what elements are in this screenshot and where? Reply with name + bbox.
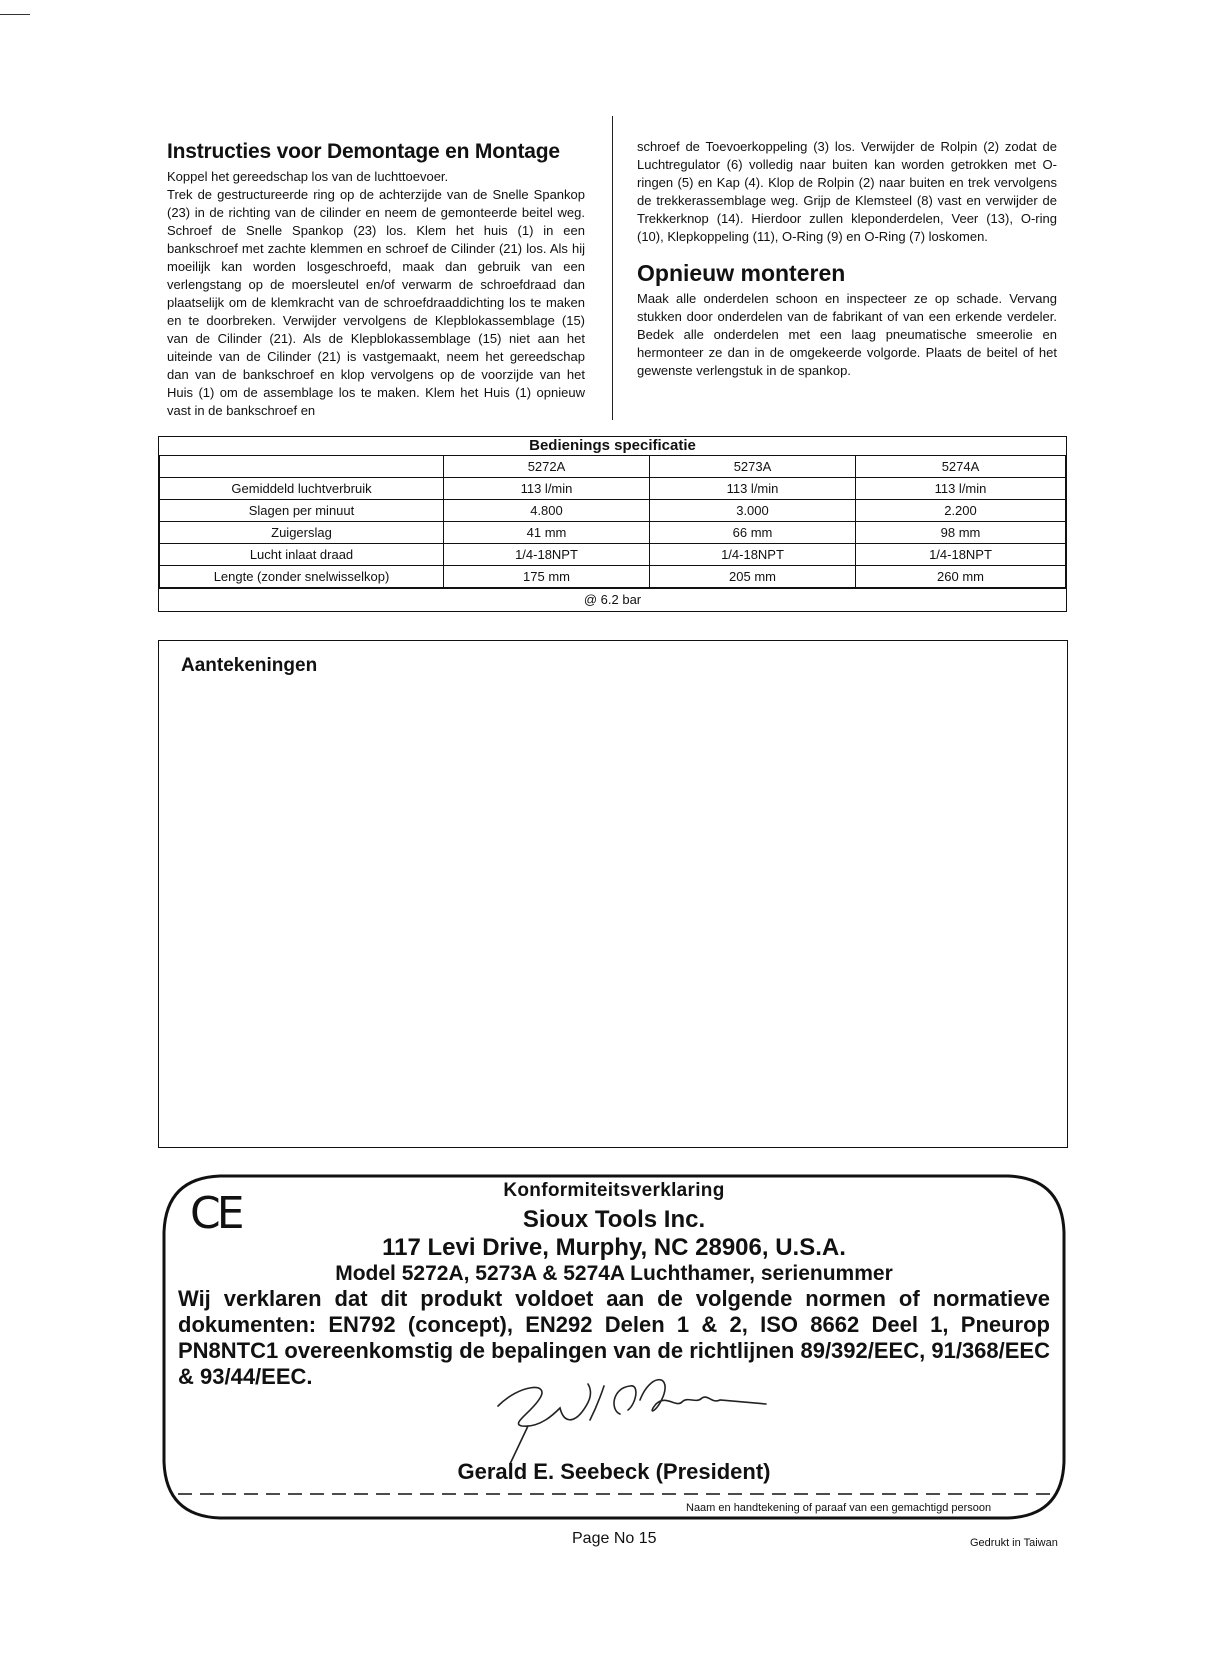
spec-value: 113 l/min	[856, 478, 1066, 500]
model-header: 5274A	[856, 456, 1066, 478]
spec-value: 41 mm	[444, 522, 650, 544]
reassembly-heading: Opnieuw monteren	[637, 260, 846, 286]
spec-row	[160, 478, 1066, 500]
disassembly-paragraph-2: Trek de gestructureerde ring op de achterzijde van de Snelle Spankop (23) in de richting van de cilinder en neem de gemonteerde beitel weg. Schroef de Snelle Spankop (23) los. Klem het huis (1) in een bankschroef met zachte klemmen en schroef de Cilinder (21) los. Als hij moeilijk kan worden losgeschroefd, maak dan gebruik van een verlengstang op de moersleutel en/of verwarm de schroefdraad dan plaatselijk om de klemkracht van de schroefdraaddichting los te maken en te doorbreken. Verwijder vervolgens de Klepblokassemblage (15) van de Cilinder (21). Als de Klepblokassemblage (15) niet aan het uiteinde van de Cilinder (21) is vastgemaakt, neem het gereedschap dan van de bankschroef en klop vervolgens op de voorzijde van het Huis (1) om de assemblage los te maken. Klem het Huis (1) opnieuw vast in de bankschroef en	[167, 187, 585, 418]
spec-value: 1/4-18NPT	[650, 544, 856, 566]
declaration-statement: Wij verklaren dat dit produkt voldoet aan de volgende normen of normatieve dokumenten: EN792 (concept), EN292 Delen 1 & 2, ISO 8662 Deel 1, Pneurop PN8NTC1 overeenkomstig de bepalingen van de richtlijnen 89/392/EEC, 91/368/EEC & 93/44/EEC.	[178, 1286, 1050, 1389]
spec-header-blank	[160, 456, 444, 478]
column-divider	[612, 116, 613, 420]
disassembly-heading: Instructies voor Demontage en Montage	[167, 140, 560, 163]
spec-value: 113 l/min	[650, 478, 856, 500]
spec-value: 205 mm	[650, 566, 856, 588]
notes-box	[158, 640, 1068, 1148]
spec-label: Slagen per minuut	[160, 500, 444, 522]
spec-row	[160, 544, 1066, 566]
model-header: 5273A	[650, 456, 856, 478]
spec-table-title: Bedienings specificatie	[529, 437, 696, 454]
model-line: Model 5272A, 5273A & 5274A Luchthamer, serienummer	[335, 1262, 893, 1285]
reassembly-paragraph: Maak alle onderdelen schoon en inspecteer ze op schade. Vervang stukken door onderdelen van de fabrikant of van een erkende verdeler. Bedek alle onderdelen met een laag pneumatische smeerolie en hermonteer ze dan in de omgekeerde volgorde. Plaats de beitel of het gewenste verlengstuk in de spankop.	[637, 291, 1057, 378]
spec-value: 1/4-18NPT	[444, 544, 650, 566]
spec-value: 260 mm	[856, 566, 1066, 588]
model-header: 5272A	[444, 456, 650, 478]
spec-row	[160, 566, 1066, 588]
spec-value: 175 mm	[444, 566, 650, 588]
signer-name: Gerald E. Seebeck (President)	[457, 1459, 771, 1484]
disassembly-continued: schroef de Toevoerkoppeling (3) los. Verwijder de Rolpin (2) zodat de Luchtregulator (6) volledig naar buiten kan worden getrokken met O-ringen (5) en Kap (4). Klop de Rolpin (2) naar buiten en trek vervolgens de trekkerassemblage weg. Grijp de Klemsteel (8) vast en verwijder de Trekkerknop (14). Hierdoor zullen kleponderdelen, Veer (13), O-ring (10), Klepkoppeling (11), O-Ring (9) en O-Ring (7) loskomen.	[637, 139, 1057, 244]
right-column	[637, 138, 1057, 380]
ce-mark: CE	[190, 1188, 241, 1239]
spec-value: 66 mm	[650, 522, 856, 544]
disassembly-paragraph-1: Koppel het gereedschap los van de luchttoevoer.	[167, 169, 449, 184]
conformity-declaration	[160, 1172, 1068, 1522]
spec-value: 113 l/min	[444, 478, 650, 500]
spec-value: 1/4-18NPT	[856, 544, 1066, 566]
page-number: Page No 15	[572, 1530, 657, 1547]
spec-value: 2.200	[856, 500, 1066, 522]
spec-header-row	[160, 456, 1066, 478]
corner-mark	[0, 14, 30, 15]
spec-label: Gemiddeld luchtverbruik	[160, 478, 444, 500]
left-column	[167, 138, 585, 420]
spec-value: 3.000	[650, 500, 856, 522]
company-address: 117 Levi Drive, Murphy, NC 28906, U.S.A.	[382, 1234, 846, 1261]
spec-value: 98 mm	[856, 522, 1066, 544]
spec-label: Zuigerslag	[160, 522, 444, 544]
spec-table	[158, 436, 1067, 612]
spec-row	[160, 500, 1066, 522]
spec-row	[160, 522, 1066, 544]
declaration-title: Konformiteitsverklaring	[503, 1180, 725, 1201]
spec-value: 4.800	[444, 500, 650, 522]
spec-label: Lucht inlaat draad	[160, 544, 444, 566]
printed-in: Gedrukt in Taiwan	[970, 1537, 1058, 1549]
notes-title: Aantekeningen	[181, 655, 318, 676]
handwritten-signature	[470, 1364, 770, 1474]
company-name: Sioux Tools Inc.	[522, 1206, 706, 1233]
spec-footnote: @ 6.2 bar	[159, 588, 1066, 611]
signature-caption: Naam en handtekening of paraaf van een gemachtigd persoon	[686, 1502, 992, 1514]
spec-label: Lengte (zonder snelwisselkop)	[160, 566, 444, 588]
